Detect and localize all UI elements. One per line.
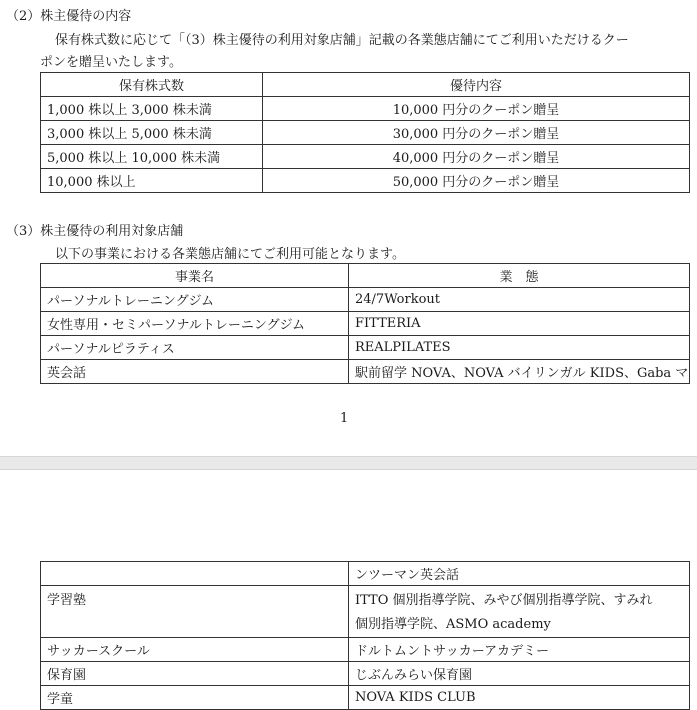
table-row — [41, 562, 690, 586]
business-format-cell: ドルトムントサッカーアカデミー — [349, 638, 690, 662]
business-format-cell: REALPILATES — [349, 336, 690, 360]
section-3-body: 以下の事業における各業態店舗にてご利用可能となります。 — [55, 247, 405, 262]
table-row — [41, 638, 690, 662]
eligible-stores-table-continued — [40, 561, 690, 710]
business-name-cell: 英会話 — [41, 360, 349, 384]
section-2-heading: （2）株主優待の内容 — [6, 9, 132, 24]
business-format-cell: ンツーマン英会話 — [349, 562, 690, 586]
section-3-heading: （3）株主優待の利用対象店舗 — [6, 224, 184, 239]
benefit-cell: 10,000 円分のクーポン贈呈 — [263, 97, 690, 121]
shares-range-cell: 10,000 株以上 — [41, 169, 263, 193]
table-header-row — [41, 73, 690, 97]
business-format-cell: 24/7Workout — [349, 288, 690, 312]
table-row — [41, 121, 690, 145]
shares-range-cell: 3,000 株以上 5,000 株未満 — [41, 121, 263, 145]
table-header-row — [41, 264, 690, 288]
table-row — [41, 586, 690, 638]
header-business-name: 事業名 — [41, 264, 349, 288]
business-name-cell: 保育園 — [41, 662, 349, 686]
business-format-cell: NOVA KIDS CLUB — [349, 686, 690, 710]
table-row — [41, 97, 690, 121]
table-row — [41, 686, 690, 710]
business-name-cell: パーソナルピラティス — [41, 336, 349, 360]
benefit-cell: 40,000 円分のクーポン贈呈 — [263, 145, 690, 169]
business-name-cell: サッカースクール — [41, 638, 349, 662]
business-format-cell: じぶんみらい保育園 — [349, 662, 690, 686]
benefit-cell: 50,000 円分のクーポン贈呈 — [263, 169, 690, 193]
business-name-cell: 学童 — [41, 686, 349, 710]
header-shares-held: 保有株式数 — [41, 73, 263, 97]
table-row — [41, 312, 690, 336]
business-name-cell: 女性専用・セミパーソナルトレーニングジム — [41, 312, 349, 336]
section-2-body-line2: ポンを贈呈いたします。 — [40, 55, 182, 70]
page-number: 1 — [340, 411, 349, 426]
section-2-body-line1: 保有株式数に応じて「（3）株主優待の利用対象店舗」記載の各業態店舗にてご利用いただけるクー — [55, 33, 629, 48]
business-format-line: 個別指導学院、ASMO academy — [355, 617, 551, 632]
page-separator — [0, 456, 697, 470]
header-benefit-content: 優待内容 — [263, 73, 690, 97]
table-row — [41, 336, 690, 360]
business-name-cell — [41, 562, 349, 586]
document-page-2 — [0, 470, 697, 710]
shares-range-cell: 5,000 株以上 10,000 株未満 — [41, 145, 263, 169]
benefit-cell: 30,000 円分のクーポン贈呈 — [263, 121, 690, 145]
business-name-cell: 学習塾 — [41, 586, 349, 638]
table-row — [41, 360, 690, 384]
business-format-line: ITTO 個別指導学院、みやび個別指導学院、すみれ — [355, 593, 653, 608]
shareholder-benefit-table — [40, 72, 690, 193]
shares-range-cell: 1,000 株以上 3,000 株未満 — [41, 97, 263, 121]
business-format-cell: FITTERIA — [349, 312, 690, 336]
table-row — [41, 662, 690, 686]
table-row — [41, 145, 690, 169]
table-row — [41, 288, 690, 312]
business-name-cell: パーソナルトレーニングジム — [41, 288, 349, 312]
business-format-cell — [349, 586, 690, 638]
eligible-stores-table — [40, 263, 690, 384]
business-format-cell: 駅前留学 NOVA、NOVA バイリンガル KIDS、Gaba マ — [349, 360, 690, 384]
header-business-format: 業 態 — [349, 264, 690, 288]
table-row — [41, 169, 690, 193]
